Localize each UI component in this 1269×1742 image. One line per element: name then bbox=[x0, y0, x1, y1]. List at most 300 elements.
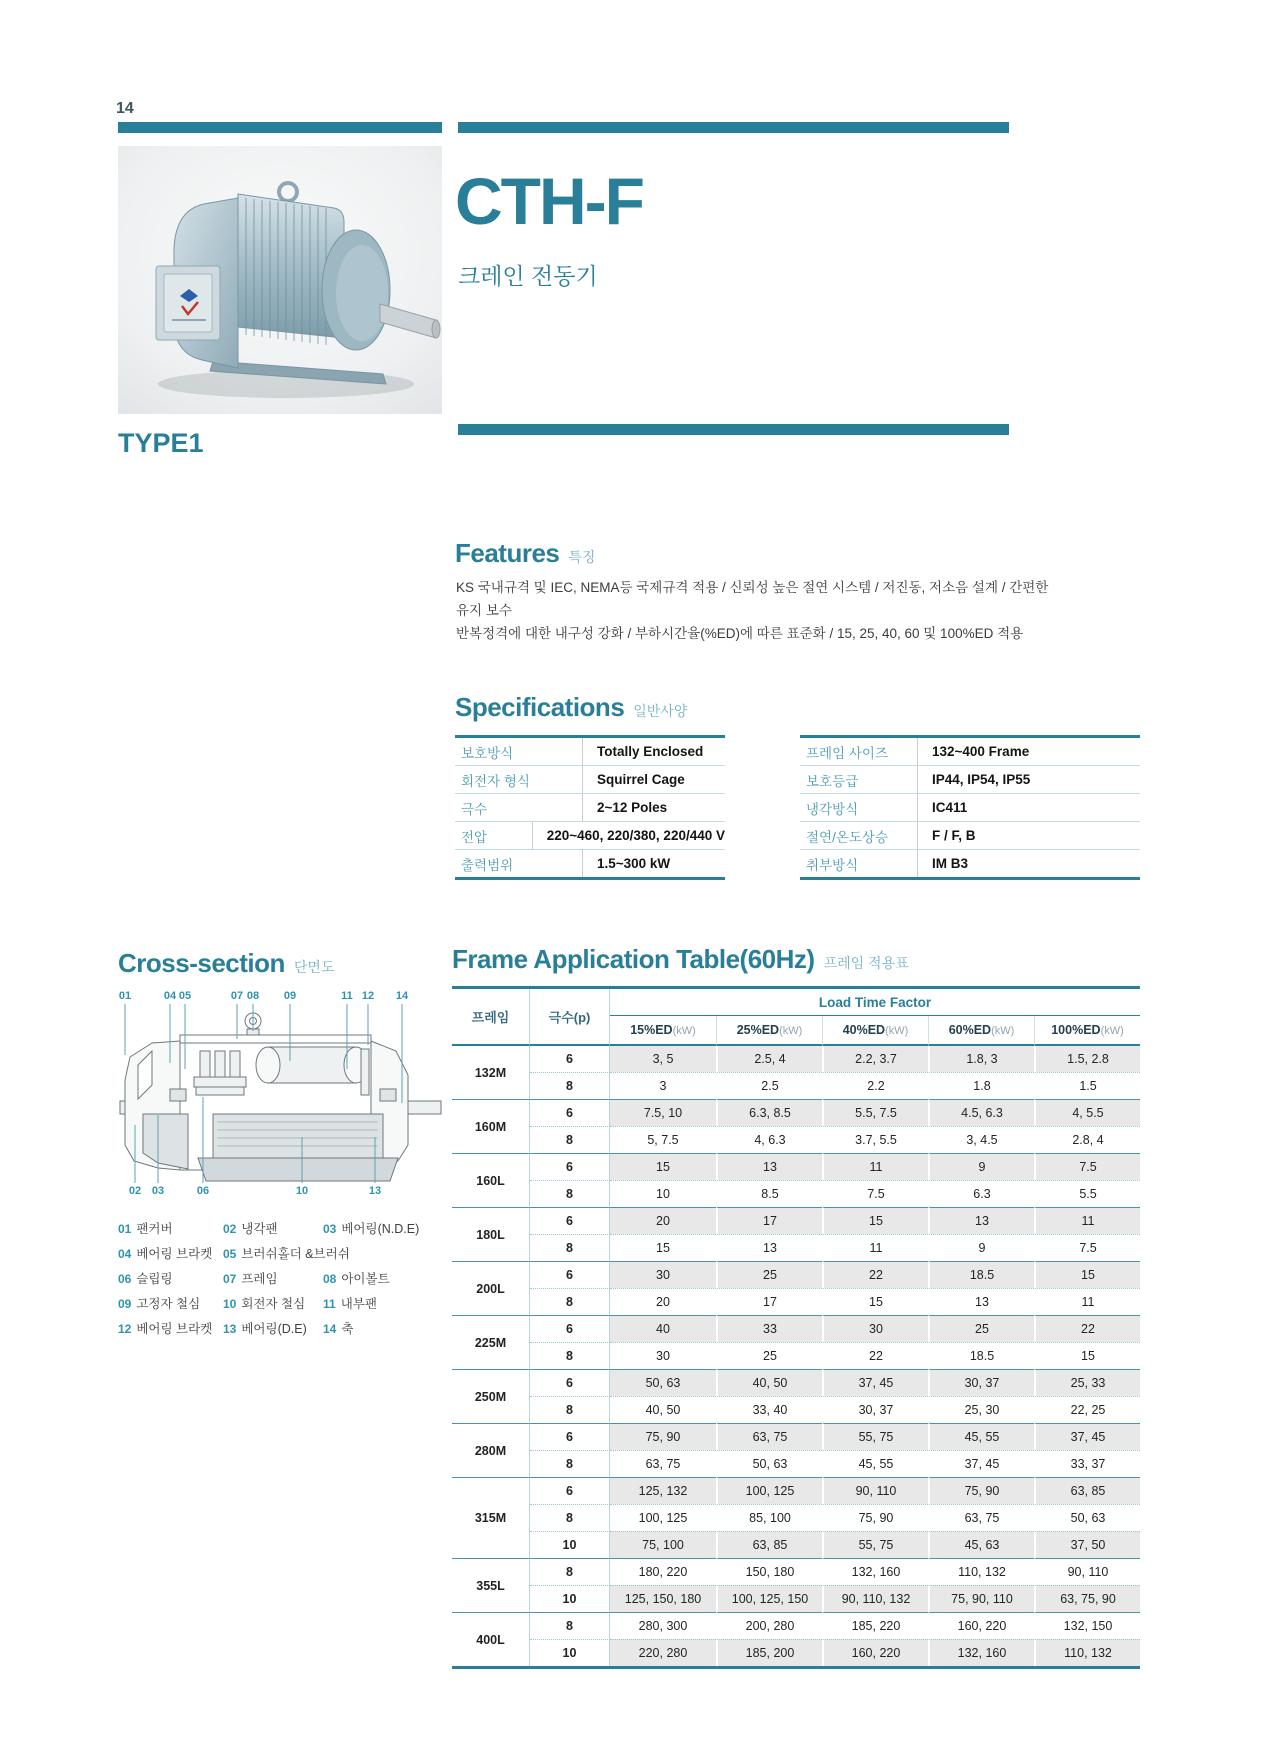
value-cell: 7.5 bbox=[822, 1180, 928, 1207]
spec-value: 220~460, 220/380, 220/440 V bbox=[546, 828, 725, 843]
value-cell: 6.3, 8.5 bbox=[716, 1099, 822, 1126]
page-number: 14 bbox=[116, 100, 134, 117]
spec-value: Squirrel Cage bbox=[597, 772, 685, 787]
legend-item-number: 11 bbox=[323, 1296, 336, 1311]
value-cell: 4.5, 6.3 bbox=[928, 1099, 1034, 1126]
spec-label: 절연/온도상승 bbox=[800, 822, 918, 849]
value-cell: 30, 37 bbox=[822, 1396, 928, 1423]
value-cell: 180, 220 bbox=[610, 1558, 716, 1585]
legend-item-number: 09 bbox=[118, 1296, 132, 1311]
table-row bbox=[452, 1072, 1140, 1099]
legend-item-label: 팬커버 bbox=[136, 1221, 173, 1236]
spec-label: 보호방식 bbox=[455, 738, 583, 765]
value-cell: 40, 50 bbox=[610, 1396, 716, 1423]
spec-label: 프레임 사이즈 bbox=[800, 738, 918, 765]
legend-item bbox=[118, 1269, 223, 1287]
legend-item-number: 12 bbox=[118, 1321, 132, 1336]
value-cell: 75, 100 bbox=[610, 1531, 716, 1558]
callout-06: 06 bbox=[196, 1185, 210, 1197]
cross-section-heading bbox=[118, 948, 334, 979]
value-cell: 22 bbox=[822, 1261, 928, 1288]
value-cell: 2.2 bbox=[822, 1072, 928, 1099]
frame-table-heading-en: Frame Application Table(60Hz) bbox=[452, 944, 815, 974]
value-cell: 13 bbox=[716, 1234, 822, 1261]
table-row bbox=[452, 1261, 1140, 1288]
value-cell: 18.5 bbox=[928, 1261, 1034, 1288]
value-cell: 160, 220 bbox=[928, 1612, 1034, 1639]
legend-item bbox=[118, 1219, 223, 1237]
spec-label: 출력범위 bbox=[455, 850, 583, 877]
callout-09: 09 bbox=[283, 990, 297, 1002]
frame-name-cell: 250M bbox=[452, 1369, 530, 1423]
value-cell: 90, 110 bbox=[822, 1477, 928, 1504]
frame-name-cell: 160M bbox=[452, 1099, 530, 1153]
spec-row bbox=[455, 738, 725, 766]
value-cell: 1.5, 2.8 bbox=[1034, 1046, 1140, 1072]
poles-cell: 8 bbox=[530, 1396, 610, 1423]
value-cell: 125, 150, 180 bbox=[610, 1585, 716, 1612]
value-cell: 200, 280 bbox=[716, 1612, 822, 1639]
legend-item-number: 02 bbox=[223, 1221, 237, 1236]
frame-table-heading bbox=[452, 944, 909, 975]
value-cell: 22 bbox=[822, 1342, 928, 1369]
spec-row bbox=[800, 738, 1140, 766]
value-cell: 3, 5 bbox=[610, 1046, 716, 1072]
value-cell: 15 bbox=[610, 1153, 716, 1180]
spec-value: 1.5~300 kW bbox=[597, 856, 671, 871]
legend-item-label: 내부팬 bbox=[340, 1296, 377, 1311]
frame-name-cell: 200L bbox=[452, 1261, 530, 1315]
value-cell: 63, 75 bbox=[610, 1450, 716, 1477]
value-cell: 13 bbox=[716, 1153, 822, 1180]
value-cell: 37, 45 bbox=[1034, 1423, 1140, 1450]
legend-item-number: 13 bbox=[223, 1321, 237, 1336]
product-subtitle: 크레인 전동기 bbox=[458, 263, 598, 289]
table-row bbox=[452, 1369, 1140, 1396]
value-cell: 33, 37 bbox=[1034, 1450, 1140, 1477]
value-cell: 30 bbox=[822, 1315, 928, 1342]
table-row bbox=[452, 1288, 1140, 1315]
value-cell: 185, 220 bbox=[822, 1612, 928, 1639]
value-cell: 132, 150 bbox=[1034, 1612, 1140, 1639]
value-cell: 11 bbox=[1034, 1288, 1140, 1315]
poles-cell: 6 bbox=[530, 1261, 610, 1288]
legend-item-label: 프레임 bbox=[241, 1271, 278, 1286]
table-row bbox=[452, 1207, 1140, 1234]
legend-item-number: 06 bbox=[118, 1271, 132, 1286]
value-cell: 50, 63 bbox=[610, 1369, 716, 1396]
callout-10: 10 bbox=[295, 1185, 309, 1197]
value-cell: 17 bbox=[716, 1288, 822, 1315]
frame-name-cell: 400L bbox=[452, 1612, 530, 1666]
value-cell: 3 bbox=[610, 1072, 716, 1099]
table-row bbox=[452, 1396, 1140, 1423]
callout-13: 13 bbox=[368, 1185, 382, 1197]
legend-item-number: 05 bbox=[223, 1246, 237, 1261]
callout-04: 04 bbox=[163, 990, 177, 1002]
value-cell: 50, 63 bbox=[716, 1450, 822, 1477]
legend-row bbox=[118, 1240, 448, 1265]
poles-cell: 8 bbox=[530, 1450, 610, 1477]
value-cell: 30 bbox=[610, 1261, 716, 1288]
table-row bbox=[452, 1180, 1140, 1207]
value-cell: 15 bbox=[610, 1234, 716, 1261]
legend-item-label: 베어링 브라켓 bbox=[136, 1246, 213, 1261]
value-cell: 110, 132 bbox=[1034, 1639, 1140, 1666]
value-cell: 9 bbox=[928, 1234, 1034, 1261]
column-header-ed: 15%ED(kW) bbox=[610, 1016, 716, 1046]
legend-item-label: 슬립링 bbox=[136, 1271, 173, 1286]
table-row bbox=[452, 1046, 1140, 1072]
spec-label: 회전자 형식 bbox=[455, 766, 583, 793]
value-cell: 13 bbox=[928, 1288, 1034, 1315]
value-cell: 25, 33 bbox=[1034, 1369, 1140, 1396]
table-row bbox=[452, 1315, 1140, 1342]
spec-label: 보호등급 bbox=[800, 766, 918, 793]
value-cell: 45, 55 bbox=[928, 1423, 1034, 1450]
callout-08: 08 bbox=[246, 990, 260, 1002]
legend-item bbox=[323, 1294, 377, 1312]
column-header-poles: 극수(p) bbox=[530, 989, 610, 1046]
table-row bbox=[452, 1342, 1140, 1369]
poles-cell: 10 bbox=[530, 1531, 610, 1558]
value-cell: 4, 6.3 bbox=[716, 1126, 822, 1153]
cross-section-heading-en: Cross-section bbox=[118, 948, 285, 978]
value-cell: 75, 90, 110 bbox=[928, 1585, 1034, 1612]
value-cell: 7.5 bbox=[1034, 1153, 1140, 1180]
value-cell: 185, 200 bbox=[716, 1639, 822, 1666]
spec-value: Totally Enclosed bbox=[597, 744, 704, 759]
value-cell: 160, 220 bbox=[822, 1639, 928, 1666]
spec-value: F / F, B bbox=[932, 828, 976, 843]
cross-section-heading-ko: 단면도 bbox=[293, 959, 335, 975]
frame-name-cell: 180L bbox=[452, 1207, 530, 1261]
legend-row bbox=[118, 1265, 448, 1290]
value-cell: 15 bbox=[1034, 1342, 1140, 1369]
legend-item bbox=[323, 1269, 390, 1287]
top-right-accent-bar bbox=[458, 122, 1009, 133]
value-cell: 63, 75, 90 bbox=[1034, 1585, 1140, 1612]
legend-item bbox=[223, 1269, 323, 1287]
value-cell: 37, 50 bbox=[1034, 1531, 1140, 1558]
frame-application-table bbox=[452, 989, 1140, 1666]
value-cell: 11 bbox=[1034, 1207, 1140, 1234]
poles-cell: 8 bbox=[530, 1612, 610, 1639]
value-cell: 280, 300 bbox=[610, 1612, 716, 1639]
table-row bbox=[452, 1153, 1140, 1180]
value-cell: 75, 90 bbox=[928, 1477, 1034, 1504]
value-cell: 100, 125 bbox=[716, 1477, 822, 1504]
spec-row bbox=[800, 850, 1140, 877]
value-cell: 25 bbox=[716, 1261, 822, 1288]
value-cell: 1.5 bbox=[1034, 1072, 1140, 1099]
legend-item bbox=[323, 1219, 419, 1237]
value-cell: 11 bbox=[822, 1153, 928, 1180]
spec-row bbox=[455, 794, 725, 822]
value-cell: 25 bbox=[716, 1342, 822, 1369]
callout-01: 01 bbox=[118, 990, 132, 1002]
table-row bbox=[452, 1450, 1140, 1477]
column-header-ed: 40%ED(kW) bbox=[822, 1016, 928, 1046]
frame-name-cell: 132M bbox=[452, 1046, 530, 1099]
poles-cell: 6 bbox=[530, 1477, 610, 1504]
value-cell: 18.5 bbox=[928, 1342, 1034, 1369]
legend-item-label: 브러쉬홀더 &브러쉬 bbox=[241, 1246, 350, 1261]
frame-name-cell: 355L bbox=[452, 1558, 530, 1612]
column-header-load-time-factor: Load Time Factor bbox=[610, 989, 1140, 1016]
value-cell: 110, 132 bbox=[928, 1558, 1034, 1585]
value-cell: 132, 160 bbox=[928, 1639, 1034, 1666]
column-header-frame: 프레임 bbox=[452, 989, 530, 1046]
legend-item-label: 베어링 브라켓 bbox=[136, 1321, 213, 1336]
value-cell: 20 bbox=[610, 1207, 716, 1234]
value-cell: 22 bbox=[1034, 1315, 1140, 1342]
value-cell: 40, 50 bbox=[716, 1369, 822, 1396]
column-header-ed: 25%ED(kW) bbox=[716, 1016, 822, 1046]
value-cell: 30 bbox=[610, 1342, 716, 1369]
value-cell: 9 bbox=[928, 1153, 1034, 1180]
poles-cell: 6 bbox=[530, 1153, 610, 1180]
value-cell: 75, 90 bbox=[822, 1504, 928, 1531]
poles-cell: 8 bbox=[530, 1126, 610, 1153]
spec-value: IP44, IP54, IP55 bbox=[932, 772, 1031, 787]
legend-item bbox=[323, 1319, 353, 1337]
value-cell: 63, 75 bbox=[928, 1504, 1034, 1531]
callout-02: 02 bbox=[128, 1185, 142, 1197]
spec-label: 전압 bbox=[455, 822, 533, 849]
poles-cell: 8 bbox=[530, 1504, 610, 1531]
title-bottom-accent-bar bbox=[458, 424, 1009, 435]
table-row bbox=[452, 1423, 1140, 1450]
legend-row bbox=[118, 1315, 448, 1340]
spec-table-left bbox=[455, 735, 725, 880]
value-cell: 3, 4.5 bbox=[928, 1126, 1034, 1153]
poles-cell: 8 bbox=[530, 1342, 610, 1369]
table-row bbox=[452, 1099, 1140, 1126]
callout-12: 12 bbox=[361, 990, 375, 1002]
value-cell: 100, 125 bbox=[610, 1504, 716, 1531]
spec-value: IC411 bbox=[932, 800, 968, 815]
features-heading-en: Features bbox=[455, 538, 560, 568]
table-row bbox=[452, 1234, 1140, 1261]
value-cell: 45, 63 bbox=[928, 1531, 1034, 1558]
value-cell: 40 bbox=[610, 1315, 716, 1342]
value-cell: 5.5, 7.5 bbox=[822, 1099, 928, 1126]
value-cell: 7.5 bbox=[1034, 1234, 1140, 1261]
spec-label: 냉각방식 bbox=[800, 794, 918, 821]
spec-row bbox=[800, 822, 1140, 850]
value-cell: 220, 280 bbox=[610, 1639, 716, 1666]
value-cell: 55, 75 bbox=[822, 1423, 928, 1450]
table-row bbox=[452, 1585, 1140, 1612]
value-cell: 30, 37 bbox=[928, 1369, 1034, 1396]
legend-item-number: 03 bbox=[323, 1221, 337, 1236]
value-cell: 33, 40 bbox=[716, 1396, 822, 1423]
value-cell: 10 bbox=[610, 1180, 716, 1207]
value-cell: 33 bbox=[716, 1315, 822, 1342]
poles-cell: 6 bbox=[530, 1315, 610, 1342]
value-cell: 20 bbox=[610, 1288, 716, 1315]
value-cell: 75, 90 bbox=[610, 1423, 716, 1450]
poles-cell: 10 bbox=[530, 1585, 610, 1612]
poles-cell: 8 bbox=[530, 1558, 610, 1585]
features-heading-ko: 특징 bbox=[568, 549, 596, 565]
features-line-2: 반복정격에 대한 내구성 강화 / 부하시간율(%ED)에 따른 표준화 / 15, 25, 40, 60 및 100%ED 적용 bbox=[456, 626, 1024, 641]
value-cell: 15 bbox=[822, 1288, 928, 1315]
motor-photo-svg bbox=[118, 146, 442, 414]
column-header-ed: 100%ED(kW) bbox=[1034, 1016, 1140, 1046]
value-cell: 90, 110 bbox=[1034, 1558, 1140, 1585]
legend-item-label: 베어링(D.E) bbox=[241, 1321, 307, 1336]
value-cell: 5, 7.5 bbox=[610, 1126, 716, 1153]
legend-item bbox=[118, 1244, 223, 1262]
value-cell: 25, 30 bbox=[928, 1396, 1034, 1423]
value-cell: 4, 5.5 bbox=[1034, 1099, 1140, 1126]
frame-application-table-wrap bbox=[452, 986, 1140, 1669]
table-row bbox=[452, 1531, 1140, 1558]
callout-14: 14 bbox=[395, 990, 409, 1002]
value-cell: 90, 110, 132 bbox=[822, 1585, 928, 1612]
value-cell: 63, 75 bbox=[716, 1423, 822, 1450]
poles-cell: 8 bbox=[530, 1288, 610, 1315]
frame-name-cell: 280M bbox=[452, 1423, 530, 1477]
legend-item bbox=[223, 1244, 350, 1262]
legend-row bbox=[118, 1215, 448, 1240]
value-cell: 6.3 bbox=[928, 1180, 1034, 1207]
value-cell: 37, 45 bbox=[822, 1369, 928, 1396]
value-cell: 17 bbox=[716, 1207, 822, 1234]
value-cell: 50, 63 bbox=[1034, 1504, 1140, 1531]
legend-item-label: 축 bbox=[341, 1321, 354, 1336]
value-cell: 5.5 bbox=[1034, 1180, 1140, 1207]
spec-row bbox=[455, 766, 725, 794]
value-cell: 13 bbox=[928, 1207, 1034, 1234]
value-cell: 2.5 bbox=[716, 1072, 822, 1099]
poles-cell: 6 bbox=[530, 1369, 610, 1396]
poles-cell: 6 bbox=[530, 1099, 610, 1126]
value-cell: 55, 75 bbox=[822, 1531, 928, 1558]
callout-03: 03 bbox=[151, 1185, 165, 1197]
value-cell: 1.8 bbox=[928, 1072, 1034, 1099]
legend-item-number: 04 bbox=[118, 1246, 132, 1261]
value-cell: 150, 180 bbox=[716, 1558, 822, 1585]
features-line-1: KS 국내규격 및 IEC, NEMA등 국제규격 적용 / 신뢰성 높은 절연 시스템 / 저진동, 저소음 설계 / 간편한 유지 보수 bbox=[456, 580, 1049, 618]
callout-07: 07 bbox=[230, 990, 244, 1002]
value-cell: 15 bbox=[822, 1207, 928, 1234]
value-cell: 2.2, 3.7 bbox=[822, 1046, 928, 1072]
value-cell: 7.5, 10 bbox=[610, 1099, 716, 1126]
callout-11: 11 bbox=[341, 990, 353, 1002]
legend-item-number: 07 bbox=[223, 1271, 237, 1286]
value-cell: 25 bbox=[928, 1315, 1034, 1342]
poles-cell: 6 bbox=[530, 1423, 610, 1450]
table-row bbox=[452, 1639, 1140, 1666]
legend-item-number: 14 bbox=[323, 1321, 337, 1336]
table-row bbox=[452, 1504, 1140, 1531]
spec-row bbox=[455, 822, 725, 850]
features-text bbox=[456, 576, 1056, 645]
value-cell: 100, 125, 150 bbox=[716, 1585, 822, 1612]
legend-item-number: 10 bbox=[223, 1296, 237, 1311]
value-cell: 125, 132 bbox=[610, 1477, 716, 1504]
frame-name-cell: 225M bbox=[452, 1315, 530, 1369]
legend-item bbox=[223, 1319, 323, 1337]
table-row bbox=[452, 1477, 1140, 1504]
poles-cell: 10 bbox=[530, 1639, 610, 1666]
specifications-heading-en: Specifications bbox=[455, 692, 625, 722]
value-cell: 85, 100 bbox=[716, 1504, 822, 1531]
poles-cell: 6 bbox=[530, 1046, 610, 1072]
value-cell: 22, 25 bbox=[1034, 1396, 1140, 1423]
cross-section-legend bbox=[118, 1215, 448, 1340]
table-row bbox=[452, 1612, 1140, 1639]
legend-item-number: 01 bbox=[118, 1221, 132, 1236]
value-cell: 63, 85 bbox=[716, 1531, 822, 1558]
value-cell: 2.5, 4 bbox=[716, 1046, 822, 1072]
top-left-accent-bar bbox=[118, 122, 442, 133]
legend-row bbox=[118, 1290, 448, 1315]
features-heading bbox=[455, 538, 595, 569]
frame-name-cell: 315M bbox=[452, 1477, 530, 1558]
legend-item-label: 아이볼트 bbox=[341, 1271, 390, 1286]
spec-table-right bbox=[800, 735, 1140, 880]
spec-value: 132~400 Frame bbox=[932, 744, 1030, 759]
frame-table-heading-ko: 프레임 적용표 bbox=[823, 955, 909, 971]
poles-cell: 8 bbox=[530, 1072, 610, 1099]
column-header-ed: 60%ED(kW) bbox=[928, 1016, 1034, 1046]
legend-item-label: 베어링(N.D.E) bbox=[341, 1221, 420, 1236]
legend-item-label: 냉각팬 bbox=[241, 1221, 278, 1236]
spec-row bbox=[800, 766, 1140, 794]
cross-section-diagram bbox=[118, 985, 443, 1197]
legend-item bbox=[223, 1294, 323, 1312]
value-cell: 11 bbox=[822, 1234, 928, 1261]
poles-cell: 8 bbox=[530, 1234, 610, 1261]
poles-cell: 8 bbox=[530, 1180, 610, 1207]
legend-item-number: 08 bbox=[323, 1271, 337, 1286]
value-cell: 8.5 bbox=[716, 1180, 822, 1207]
spec-value: 2~12 Poles bbox=[597, 800, 668, 815]
value-cell: 63, 85 bbox=[1034, 1477, 1140, 1504]
frame-name-cell: 160L bbox=[452, 1153, 530, 1207]
callout-05: 05 bbox=[178, 990, 192, 1002]
legend-item-label: 회전자 철심 bbox=[241, 1296, 306, 1311]
specifications-heading bbox=[455, 692, 687, 723]
spec-label: 극수 bbox=[455, 794, 583, 821]
specifications-heading-ko: 일반사양 bbox=[633, 703, 688, 719]
value-cell: 1.8, 3 bbox=[928, 1046, 1034, 1072]
table-row bbox=[452, 1126, 1140, 1153]
spec-row bbox=[455, 850, 725, 877]
poles-cell: 6 bbox=[530, 1207, 610, 1234]
value-cell: 2.8, 4 bbox=[1034, 1126, 1140, 1153]
value-cell: 132, 160 bbox=[822, 1558, 928, 1585]
legend-item bbox=[118, 1319, 223, 1337]
product-title: CTH-F bbox=[455, 164, 643, 238]
table-row bbox=[452, 1558, 1140, 1585]
motor-photo bbox=[118, 146, 442, 414]
value-cell: 45, 55 bbox=[822, 1450, 928, 1477]
spec-value: IM B3 bbox=[932, 856, 969, 871]
legend-item-label: 고정자 철심 bbox=[136, 1296, 201, 1311]
type-label: TYPE1 bbox=[118, 428, 204, 458]
value-cell: 37, 45 bbox=[928, 1450, 1034, 1477]
legend-item bbox=[223, 1219, 323, 1237]
value-cell: 3.7, 5.5 bbox=[822, 1126, 928, 1153]
value-cell: 15 bbox=[1034, 1261, 1140, 1288]
legend-item bbox=[118, 1294, 223, 1312]
spec-row bbox=[800, 794, 1140, 822]
